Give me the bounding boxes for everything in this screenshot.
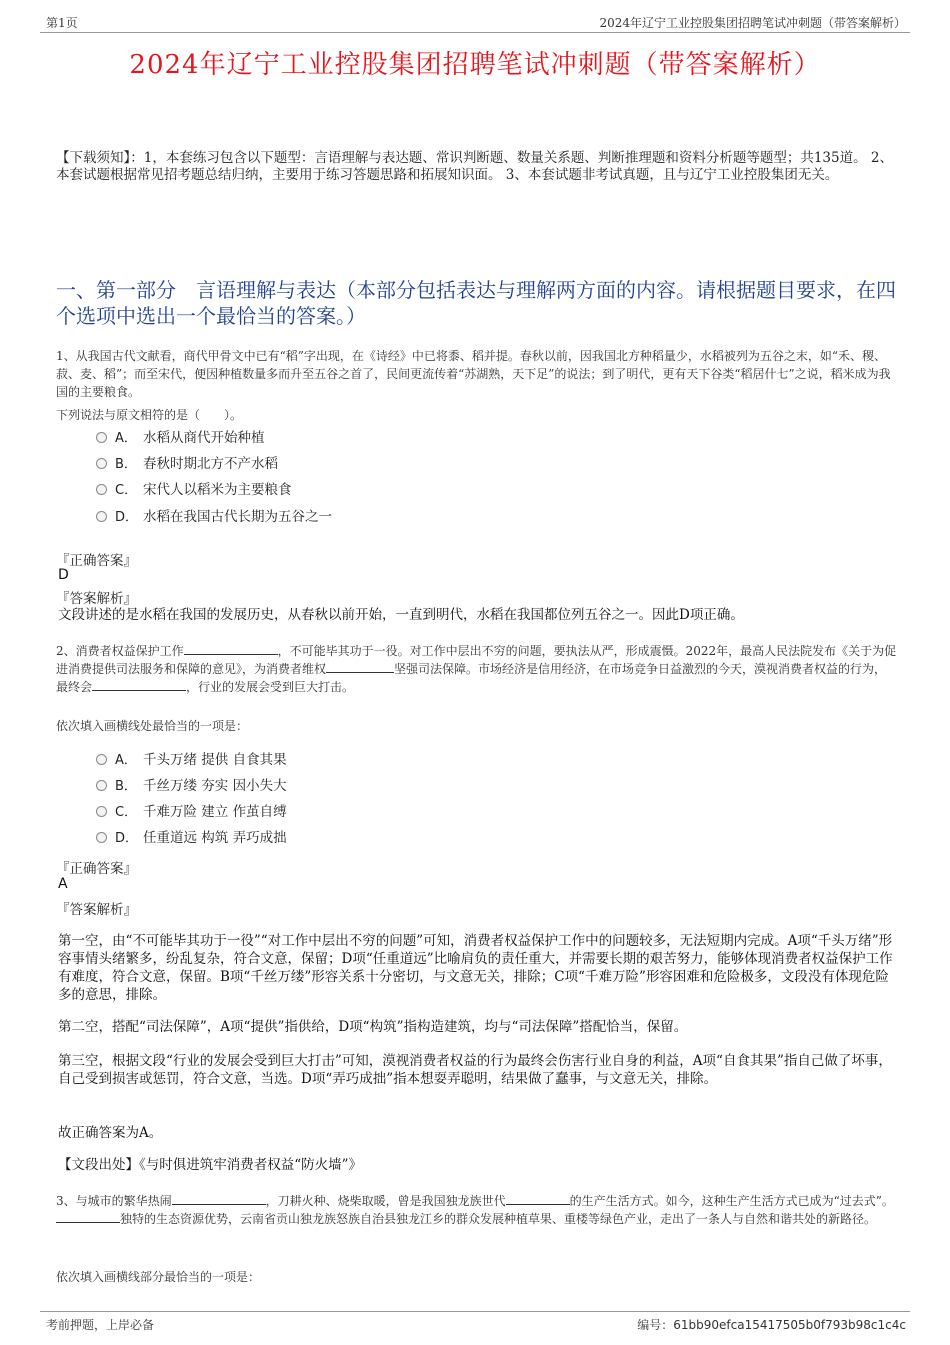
- radio-button[interactable]: [96, 458, 107, 469]
- fill-blank: [506, 1192, 570, 1205]
- q1-analysis-label: 『答案解析』: [56, 591, 137, 607]
- q1-ask: 下列说法与原文相符的是（ ）。: [56, 408, 243, 422]
- q2-analysis-p1: 第一空，由“不可能毕其功于一役”“对工作中层出不穷的问题”可知，消费者权益保护工作中的问题较多，无法短期内完成。A项“千头万绪”形容事情头绪繁多，纷乱复杂，符合文意，保留；D项“任重道远”比喻肩负的责任重大，并需要长期的艰苦努力，能够体现消费者权益保护工作有难度，符合文意，保留。B项“千丝万缕”形容关系十分密切，与文意无关，排除；C项“千难万险”形容困难和危险极多，文段没有体现危险多的意思，排除。: [58, 933, 893, 1003]
- page-footer: [40, 1311, 910, 1332]
- fill-blank: [184, 642, 278, 655]
- q3-stem: 3、与城市的繁华热闹 ，刀耕火种、烧柴取暖，曾是我国独龙族世代 的生产生活方式。如今，这种生产生活方式已成为“过去式”。独特的生态资源优势，云南省贡山独龙族怒族自治县独龙江乡的群众发展种植草果、重楼等绿色产业，走出了一条人与自然和谐共处的新路径。: [56, 1194, 894, 1226]
- radio-button[interactable]: [96, 832, 107, 843]
- q1-stem: 1、从我国古代文献看，商代甲骨文中已有“稻”字出现，在《诗经》中已将黍、稻并提。春秋以前，因我国北方种稻量少，水稻被列为五谷之末，如“禾、稷、菽、麦、稻”；而至宋代，便因种植数量多而升至五谷之首了，民间更流传着“苏湖熟，天下足”的说法；到了明代，更有天下谷类“稻居什七”之说，稻米成为我国的主要粮食。: [56, 349, 891, 399]
- q3-ask: 依次填入画横线部分最恰当的一项是：: [56, 1270, 261, 1284]
- radio-button[interactable]: [96, 754, 107, 765]
- q2-option-c[interactable]: C． 千难万险 建立 作茧自缚: [96, 802, 287, 822]
- q1-option-c[interactable]: C． 宋代人以稻米为主要粮食: [96, 480, 292, 500]
- q2-source: 【文段出处】《与时俱进筑牢消费者权益“防火墙”》: [58, 1157, 363, 1173]
- q1-option-d[interactable]: D． 水稻在我国古代长期为五谷之一: [96, 507, 332, 527]
- page-number: 第1页: [46, 16, 78, 30]
- q2-ask: 依次填入画横线处最恰当的一项是：: [56, 719, 249, 733]
- footer-slogan: 考前押题，上岸必备: [46, 1318, 155, 1332]
- page-title: 2024年辽宁工业控股集团招聘笔试冲刺题（带答案解析）: [129, 50, 821, 80]
- q2-answer-label: 『正确答案』: [56, 861, 137, 877]
- radio-button[interactable]: [96, 484, 107, 495]
- radio-button[interactable]: [96, 511, 107, 522]
- fill-blank: [326, 660, 394, 673]
- fill-blank: [172, 1192, 266, 1205]
- q1-option-a[interactable]: A． 水稻从商代开始种植: [96, 428, 265, 448]
- q2-answer: A: [58, 876, 68, 892]
- q2-option-b[interactable]: B． 千丝万缕 夯实 因小失大: [96, 776, 287, 796]
- q1-answer-label: 『正确答案』: [56, 553, 137, 569]
- page-header: [40, 14, 910, 33]
- q2-conclusion: 故正确答案为A。: [58, 1125, 163, 1141]
- q2-analysis-label: 『答案解析』: [56, 902, 137, 918]
- q2-analysis-p2: 第二空，搭配“司法保障”，A项“提供”指供给，D项“构筑”指构造建筑，均与“司法保障”搭配恰当，保留。: [58, 1019, 688, 1035]
- radio-button[interactable]: [96, 432, 107, 443]
- fill-blank: [56, 1210, 120, 1223]
- q2-stem: 2、消费者权益保护工作 ，不可能毕其功于一役。对工作中层出不穷的问题，要执法从严，形成震慑。2022年，最高人民法院发布《关于为促进消费提供司法服务和保障的意见》，为消费者维权 坚强司法保障。市场经济是信用经济，在市场竞争日益激烈的今天，漠视消费者权益的行为，最终会 ，行业的发展会受到巨大打击。: [56, 644, 897, 694]
- download-notice: 【下载须知】：1，本套练习包含以下题型：言语理解与表达题、常识判断题、数量关系题、判断推理题和资料分析题等题型；共135道。 2、本套试题根据常见招考题总结归纳，主要用于练习答题思路和拓展知识面。 3、本套试题非考试真题，且与辽宁工业控股集团无关。: [56, 150, 893, 183]
- header-doc-title: 2024年辽宁工业控股集团招聘笔试冲刺题（带答案解析）: [599, 16, 906, 30]
- fill-blank: [92, 678, 186, 691]
- radio-button[interactable]: [96, 780, 107, 791]
- q2-analysis-p3: 第三空，根据文段“行业的发展会受到巨大打击”可知，漠视消费者权益的行为最终会伤害行业自身的利益，A项“自食其果”指自己做了坏事，自己受到损害或惩罚，符合文意，当选。D项“弄巧成拙”指本想耍弄聪明，结果做了蠢事，与文意无关，排除。: [58, 1053, 892, 1087]
- radio-button[interactable]: [96, 806, 107, 817]
- q2-option-a[interactable]: A． 千头万绪 提供 自食其果: [96, 750, 287, 770]
- q1-analysis: 文段讲述的是水稻在我国的发展历史，从春秋以前开始，一直到明代，水稻在我国都位列五谷之一。因此D项正确。: [58, 607, 744, 623]
- footer-code: 编号：61bb90efca15417505b0f793b98c1c4c: [637, 1318, 906, 1332]
- q1-option-b[interactable]: B． 春秋时期北方不产水稻: [96, 454, 278, 474]
- q2-option-d[interactable]: D． 任重道远 构筑 弄巧成拙: [96, 828, 287, 848]
- q1-answer: D: [58, 567, 69, 583]
- section-heading: 一、第一部分 言语理解与表达（本部分包括表达与理解两方面的内容。请根据题目要求，在四个选项中选出一个最恰当的答案。）: [56, 278, 896, 328]
